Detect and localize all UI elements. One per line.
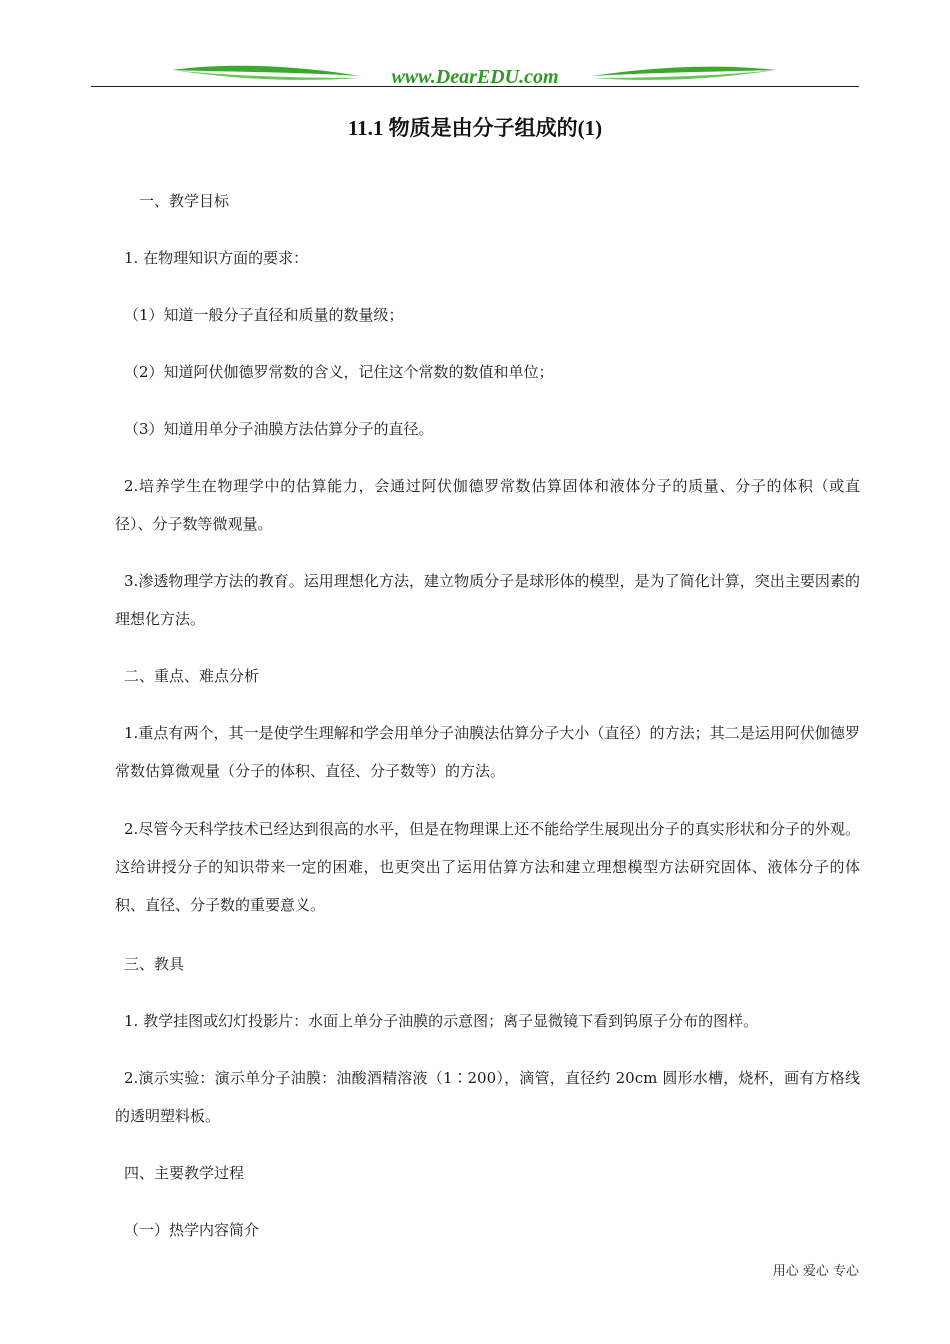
objective-2-paragraph: 2.培养学生在物理学中的估算能力，会通过阿伏伽德罗常数估算固体和液体分子的质量、分子的体积（或直径）、分子数等微观量。 (115, 477, 860, 533)
header-divider (91, 86, 859, 87)
teaching-aid-2-paragraph: 2.演示实验：演示单分子油膜：油酸酒精溶液（1∶200），滴管，直径约 20cm 圆形水槽，烧杯，画有方格线的透明塑料板。 (115, 1069, 860, 1125)
objective-3-paragraph: 3.渗透物理学方法的教育。运用理想化方法，建立物质分子是球形体的模型，是为了简化计算，突出主要因素的理想化方法。 (115, 572, 860, 628)
objective-1-heading: 1. 在物理知识方面的要求： (124, 249, 309, 267)
section-heading-key-points: 二、重点、难点分析 (124, 667, 260, 685)
key-point-1-paragraph: 1.重点有两个，其一是使学生理解和学会用单分子油膜法估算分子大小（直径）的方法；其二是运用阿伏伽德罗常数估算微观量（分子的体积、直径、分子数等）的方法。 (115, 724, 860, 780)
objective-1-item-3: （3）知道用单分子油膜方法估算分子的直径。 (124, 420, 434, 438)
footer-motto: 用心 爱心 专心 (772, 1264, 859, 1279)
section-heading-teaching-process: 四、主要教学过程 (124, 1164, 245, 1182)
key-point-2-paragraph: 2.尽管今天科学技术已经达到很高的水平，但是在物理课上还不能给学生展现出分子的真实形状和分子的外观。这给讲授分子的知识带来一定的困难，也更突出了运用估算方法和建立理想模型方法研究固体、液体分子的体积、直径、分子数的重要意义。 (115, 820, 860, 914)
page-title: 11.1 物质是由分子组成的(1) (347, 116, 603, 140)
section-heading-objectives: 一、教学目标 (139, 192, 230, 210)
teaching-aid-1: 1. 教学挂图或幻灯投影片：水面上单分子油膜的示意图；离子显微镜下看到钨原子分布的图样。 (124, 1012, 759, 1030)
section-heading-teaching-aids: 三、教具 (124, 955, 185, 973)
objective-1-item-2: （2）知道阿伏伽德罗常数的含义，记住这个常数的数值和单位； (124, 363, 554, 381)
subsection-heat-intro: （一）热学内容简介 (124, 1221, 260, 1239)
site-logo-text: www.DearEDU.com (391, 66, 559, 88)
objective-1-item-1: （1）知道一般分子直径和质量的数量级； (124, 306, 404, 324)
